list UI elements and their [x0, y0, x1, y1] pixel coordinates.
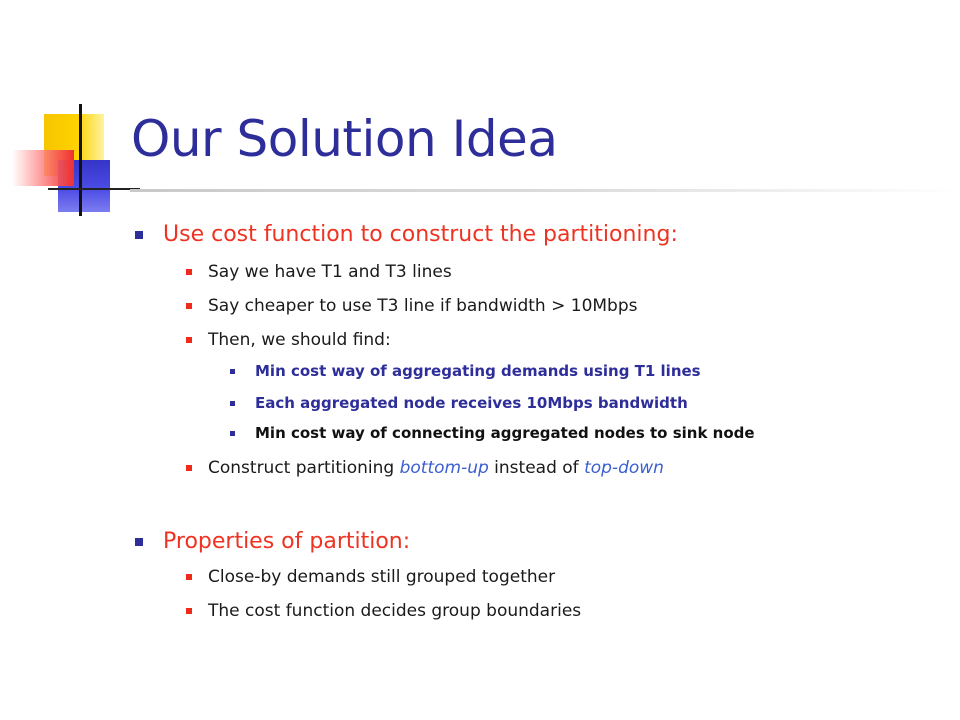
bullet-marker: [186, 303, 192, 309]
bullet-marker: [186, 269, 192, 275]
bullet-marker: [135, 231, 143, 239]
bullet-t3-cheaper: [186, 296, 638, 316]
bullet-group-boundaries: [186, 601, 581, 621]
bullet-marker: [186, 465, 192, 471]
bullet-marker: [230, 369, 235, 374]
bullet-text: Each aggregated node receives 10Mbps bandwidth: [255, 394, 688, 412]
bullet-close-by-demands: [186, 567, 555, 587]
emphasis-bottom-up: bottom-up: [399, 458, 489, 478]
bullet-text: Say we have T1 and T3 lines: [208, 262, 452, 282]
bullet-text: Then, we should find:: [208, 330, 391, 350]
bullet-min-cost-sink: [230, 424, 755, 442]
bullet-then-find: [186, 330, 391, 350]
bullet-construct-bottom-up: [186, 458, 664, 478]
bullet-marker: [186, 574, 192, 580]
bullet-text-part: Construct partitioning: [208, 458, 400, 478]
bullet-cost-function: [135, 222, 678, 247]
bullet-marker: [230, 401, 235, 406]
bullet-text: Min cost way of aggregating demands using T1 lines: [255, 362, 701, 380]
emphasis-top-down: top-down: [584, 458, 664, 478]
bullet-t1-t3-lines: [186, 262, 452, 282]
bullet-text-part: instead of: [488, 458, 585, 478]
bullet-aggregated-node-bandwidth: [230, 394, 688, 412]
slide-title: Our Solution Idea: [131, 110, 558, 168]
bullet-text: Close-by demands still grouped together: [208, 567, 556, 587]
bullet-marker: [186, 337, 192, 343]
bullet-text: Min cost way of connecting aggregated nodes to sink node: [255, 424, 755, 442]
bullet-text: [208, 458, 664, 478]
bullet-marker: [186, 608, 192, 614]
bullet-text: Properties of partition:: [163, 529, 411, 554]
bullet-marker: [135, 538, 143, 546]
bullet-marker: [230, 431, 235, 436]
bullet-min-cost-t1: [230, 362, 701, 380]
bullet-text: Use cost function to construct the partitioning:: [163, 222, 678, 247]
bullet-text: Say cheaper to use T3 line if bandwidth > 10Mbps: [208, 296, 638, 316]
bullet-properties: [135, 529, 410, 554]
bullet-text: The cost function decides group boundaries: [208, 601, 582, 621]
